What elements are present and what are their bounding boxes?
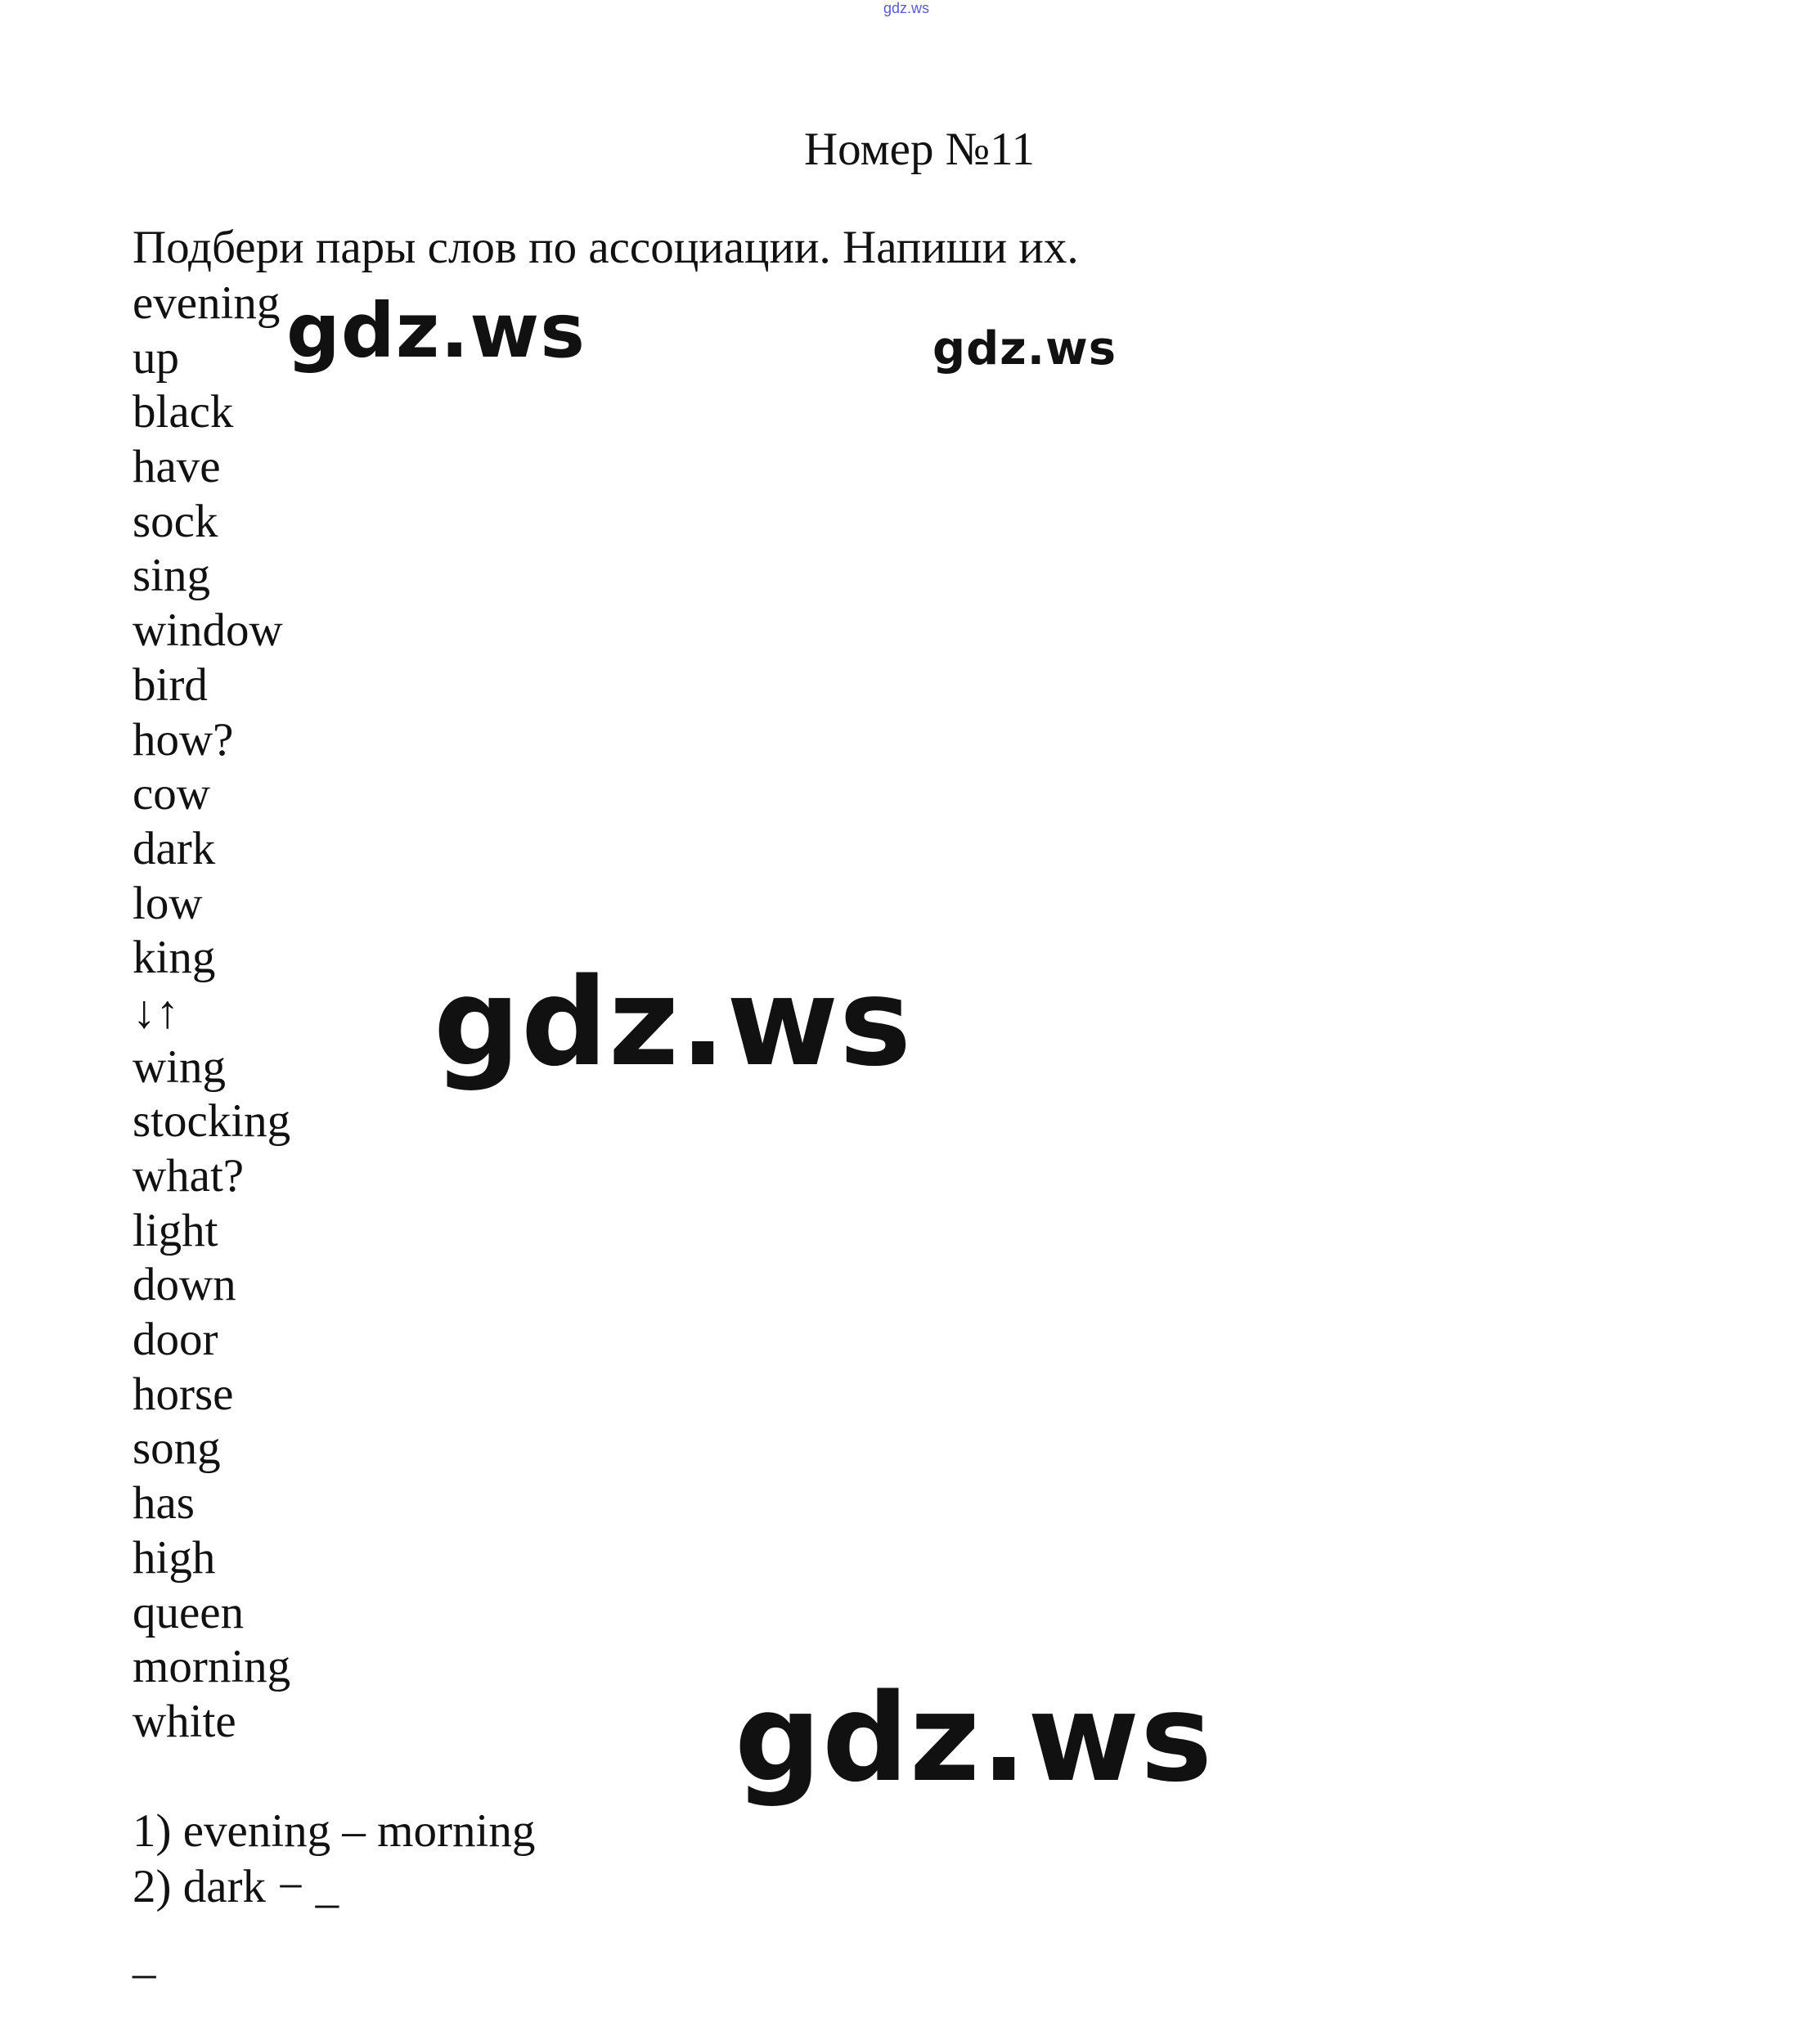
list-item: how? <box>133 713 234 766</box>
page-title: Номер №11 <box>804 124 1035 175</box>
list-item: window <box>133 604 283 657</box>
watermark: gdz.ws <box>932 322 1117 375</box>
list-item: sing <box>133 550 211 602</box>
list-item: horse <box>133 1368 234 1420</box>
list-item: high <box>133 1531 216 1584</box>
blank-line: _ <box>133 1931 156 1983</box>
list-item: sock <box>133 495 218 547</box>
list-item: light <box>133 1204 218 1256</box>
watermark: gdz.ws <box>735 1668 1214 1809</box>
header-site-link[interactable]: gdz.ws <box>883 0 930 16</box>
watermark: gdz.ws <box>286 287 586 375</box>
list-item: evening <box>133 277 281 329</box>
list-item: door <box>133 1314 218 1366</box>
list-item: queen <box>133 1586 245 1638</box>
list-item: down <box>133 1259 236 1311</box>
list-item: have <box>133 441 221 493</box>
list-item: cow <box>133 768 210 820</box>
watermark: gdz.ws <box>434 952 913 1093</box>
list-item: wing <box>133 1040 226 1093</box>
list-item: low <box>133 877 203 929</box>
answer-item: 1) evening – morning <box>133 1805 536 1857</box>
answer-item: 2) dark − _ <box>133 1861 339 1912</box>
list-item: song <box>133 1422 221 1475</box>
answer-list <box>133 1804 535 1915</box>
list-item: morning <box>133 1641 291 1693</box>
list-item: has <box>133 1477 195 1530</box>
list-item: stocking <box>133 1095 291 1148</box>
list-item: what? <box>133 1150 245 1202</box>
list-item: white <box>133 1695 236 1747</box>
list-item: bird <box>133 658 208 711</box>
list-item: king <box>133 932 216 984</box>
word-list <box>133 276 290 1750</box>
list-item: dark <box>133 822 216 874</box>
list-item: up <box>133 331 179 384</box>
list-item: ↓↑ <box>133 986 179 1038</box>
list-item: black <box>133 386 234 438</box>
task-instruction: Подбери пары слов по ассоциации. Напиши их. <box>133 222 1079 273</box>
